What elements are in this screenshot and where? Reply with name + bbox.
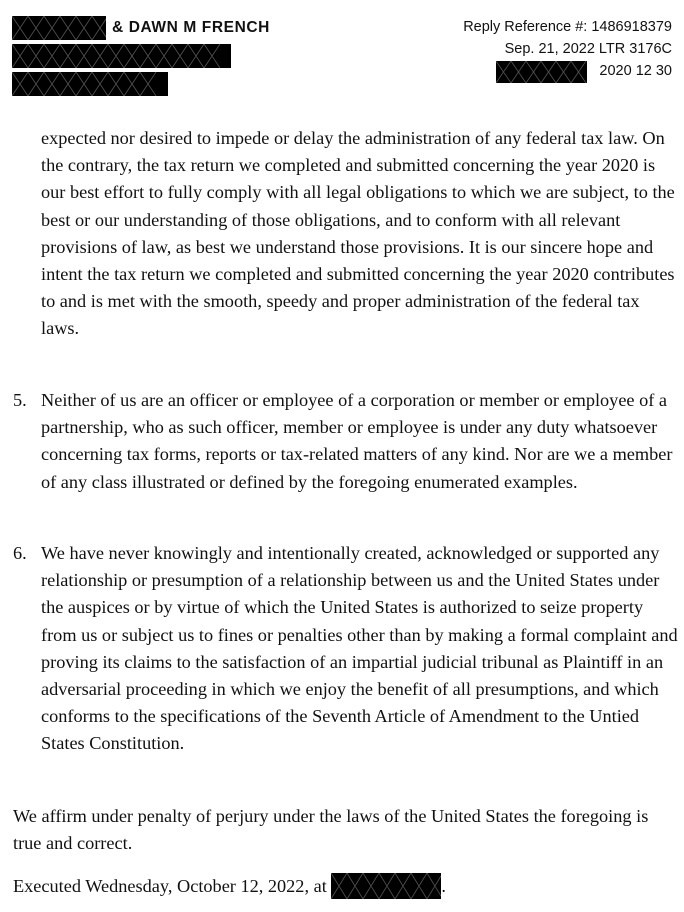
executed-text: Executed Wednesday, October 12, 2022, at xyxy=(13,876,327,896)
item-number: 5. xyxy=(13,390,27,410)
affirmation-paragraph: We affirm under penalty of perjury under the laws of the United States the foregoing is true and correct. xyxy=(13,806,649,854)
item-text: Neither of us are an officer or employee of a corporation or member or employee of a partnership, who as such officer, member or employee is under any duty whatsoever concerning tax forms, reports or tax-related matters of any kind. Nor are we a member of any class illustrated or defined by the foregoing enumerated examples. xyxy=(41,390,673,492)
tax-period: 2020 12 30 xyxy=(599,63,672,79)
item-text: We have never knowingly and intentionally created, acknowledged or supported any relationship or presumption of a relationship between us and the United States under the auspices or by virtue of which the United States is authorized to seize property from us or subject us to fines or penalties other than by making a formal complaint and proving its claims to the satisfaction of an impartial judicial tribunal as Plaintiff in an adversarial proceeding in which we enjoy the benefit of all presumptions, and which conforms to the specifications of the Seventh Article of Amendment to the Untied States Constitution. xyxy=(41,543,678,754)
letter-date: Sep. 21, 2022 LTR 3176C xyxy=(504,41,672,57)
taxpayer-name: & DAWN M FRENCH xyxy=(112,19,270,36)
redacted-address-line-2 xyxy=(12,72,168,96)
item-number: 6. xyxy=(13,543,27,563)
redacted-address-line-1 xyxy=(12,44,231,68)
redacted-location xyxy=(331,873,441,899)
redacted-ssn xyxy=(496,61,587,83)
continuation-paragraph: expected nor desired to impede or delay the administration of any federal tax law. On the contrary, the tax return we completed and submitted concerning the year 2020 is our best effort to fully comply with all legal obligations to which we are subject, to the best or our understanding of those obligations, and to conform with all relevant provisions of law, as best we understand those provisions. It is our sincere hope and intent the tax return we completed and submitted concerning the year 2020 contributes to and is met with the smooth, speedy and proper administration of the federal tax laws. xyxy=(41,128,675,339)
executed-period: . xyxy=(441,876,446,896)
executed-line xyxy=(13,873,673,900)
reply-reference: Reply Reference #: 1486918379 xyxy=(463,19,672,35)
redacted-taxpayer-name xyxy=(12,16,106,40)
